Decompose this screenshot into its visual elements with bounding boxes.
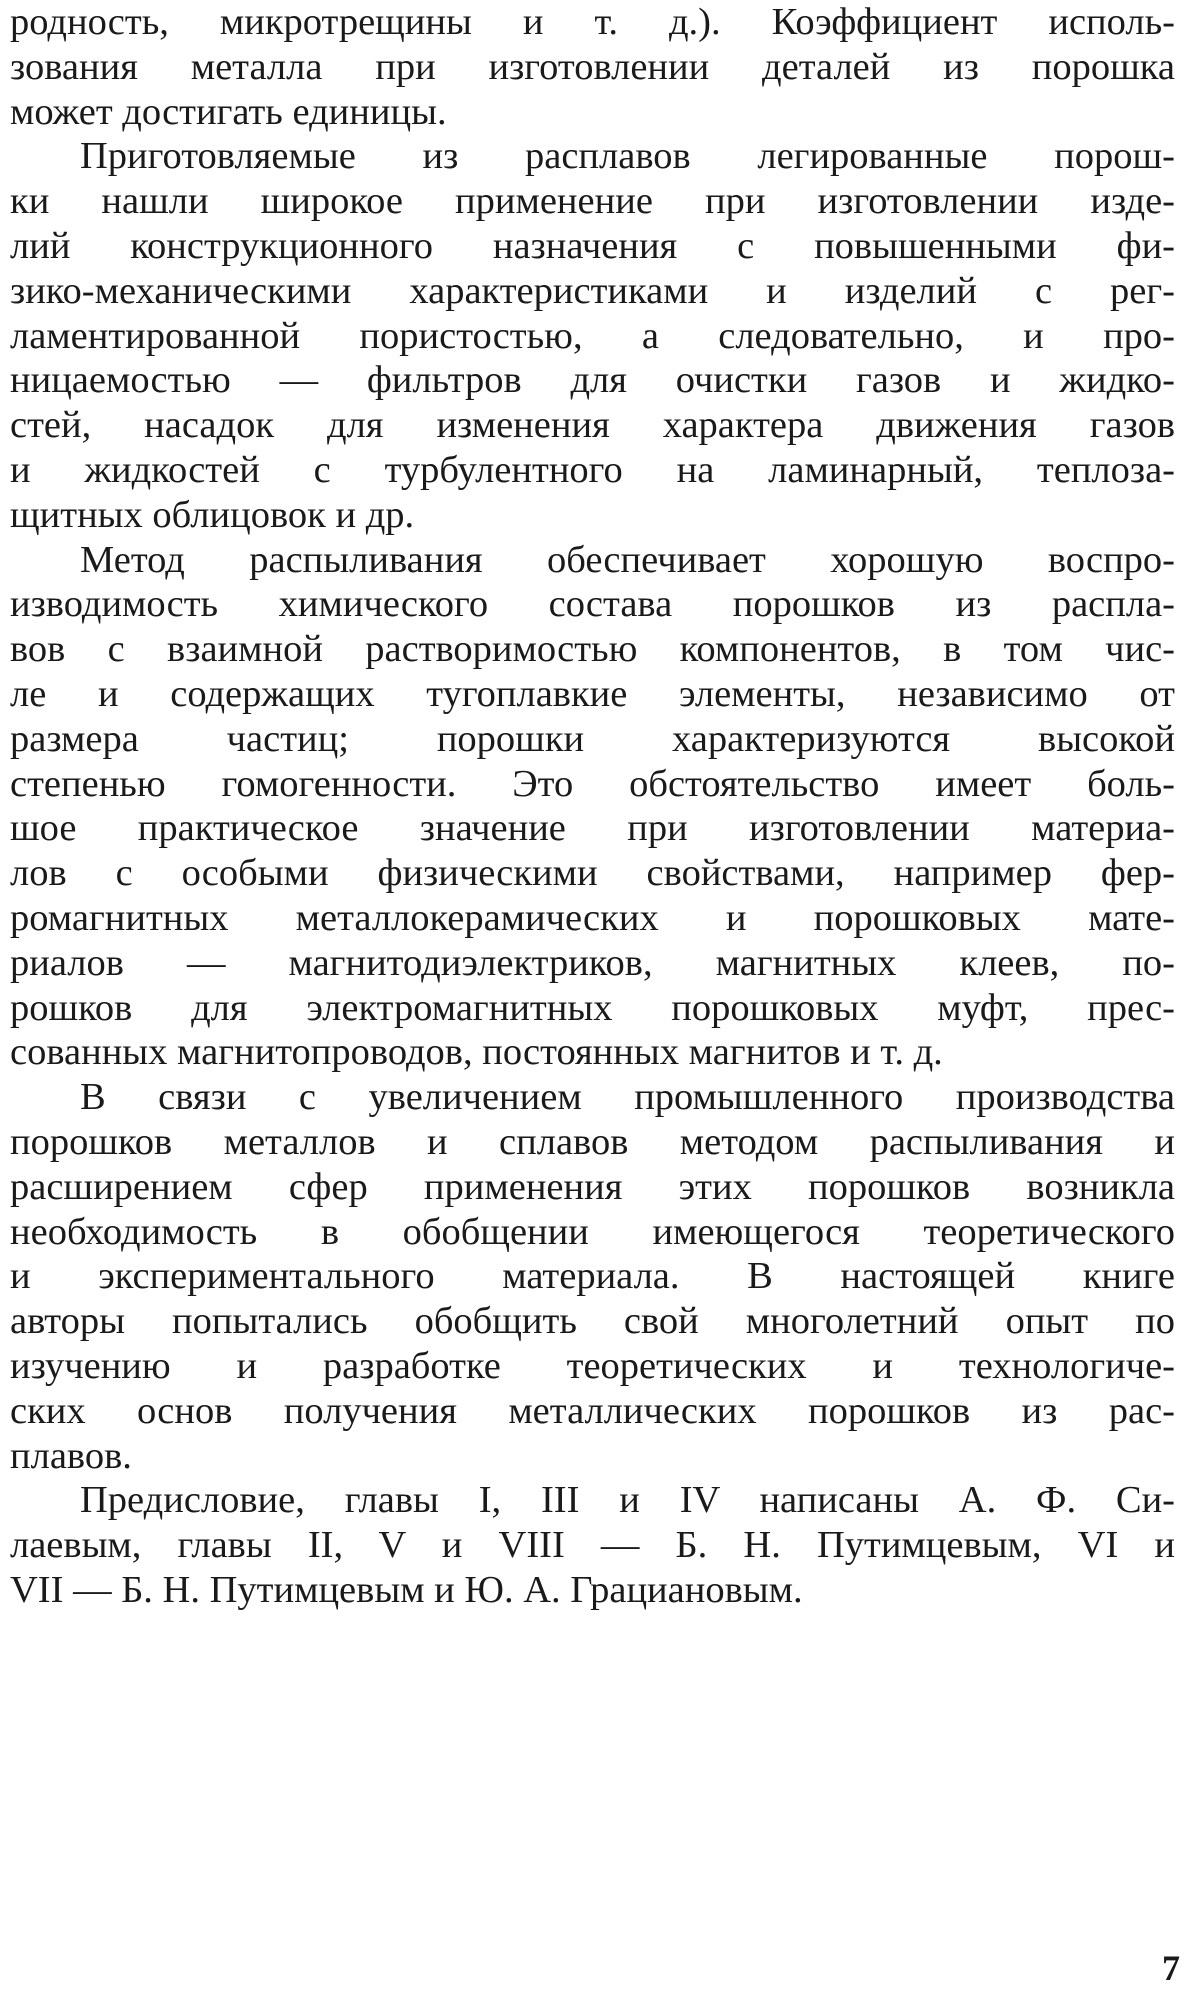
text-line: VII — Б. Н. Путимцевым и Ю. А. Грациановым. xyxy=(10,1568,803,1611)
text-line: необходимость в обобщении имеющегося теоретического xyxy=(10,1210,1175,1253)
text-line: зико-механическими характеристиками и изделий с рег- xyxy=(10,269,1175,312)
text-line: ле и содержащих тугоплавкие элементы, независимо от xyxy=(10,672,1175,715)
text-line: Приготовляемые из расплавов легированные порош- xyxy=(80,135,1175,178)
text-line: Метод распыливания обеспечивает хорошую воспро- xyxy=(80,538,1175,581)
text-line: лаевым, главы II, V и VIII — Б. Н. Путимцевым, VI и xyxy=(10,1524,1175,1567)
text-line: степенью гомогенности. Это обстоятельство имеет боль- xyxy=(10,762,1175,805)
text-line: родность, микротрещины и т. д.). Коэффициент исполь- xyxy=(10,1,1175,43)
text-line: плавов. xyxy=(10,1434,132,1477)
text-line: ских основ получения металлических порошков из рас- xyxy=(10,1389,1175,1432)
text-line: стей, насадок для изменения характера движения газов xyxy=(10,404,1175,447)
text-line: лов с особыми физическими свойствами, например фер- xyxy=(10,852,1175,895)
text-line: расширением сфер применения этих порошков возникла xyxy=(10,1165,1175,1208)
text-line: изводимость химического состава порошков из распла- xyxy=(10,583,1175,626)
text-line: порошков металлов и сплавов методом распыливания и xyxy=(10,1120,1175,1163)
text-line: ки нашли широкое применение при изготовлении изде- xyxy=(10,180,1175,223)
body-text xyxy=(10,0,1175,1613)
text-line: рошков для электромагнитных порошковых муфт, прес- xyxy=(10,986,1175,1029)
text-line: сованных магнитопроводов, постоянных магнитов и т. д. xyxy=(10,1031,943,1074)
text-line: авторы попытались обобщить свой многолетний опыт по xyxy=(10,1300,1175,1343)
text-line: риалов — магнитодиэлектриков, магнитных клеев, по- xyxy=(10,941,1175,984)
text-line: ламентированной пористостью, а следовательно, и про- xyxy=(10,314,1175,357)
text-line: лий конструкционного назначения с повышенными фи- xyxy=(10,224,1175,267)
text-line: В связи с увеличением промышленного производства xyxy=(80,1076,1175,1119)
text-line: может достигать единицы. xyxy=(10,90,447,133)
text-line: и жидкостей с турбулентного на ламинарный, теплоза- xyxy=(10,448,1175,491)
text-line: изучению и разработке теоретических и технологиче- xyxy=(10,1344,1175,1387)
text-line: ромагнитных металлокерамических и порошковых мате- xyxy=(10,896,1175,939)
text-line: размера частиц; порошки характеризуются высокой xyxy=(10,717,1175,760)
text-line: ницаемостью — фильтров для очистки газов и жидко- xyxy=(10,359,1175,402)
text-line: Предисловие, главы I, III и IV написаны А. Ф. Си- xyxy=(80,1479,1175,1522)
text-line: вов с взаимной растворимостью компонентов, в том чис- xyxy=(10,628,1175,671)
text-line: и экспериментального материала. В настоящей книге xyxy=(10,1255,1175,1298)
text-line: зования металла при изготовлении деталей из порошка xyxy=(10,45,1175,88)
text-line: шое практическое значение при изготовлении материа- xyxy=(10,807,1175,850)
page-number: 7 xyxy=(1162,1948,1180,1988)
text-line: щитных облицовок и др. xyxy=(10,493,415,536)
